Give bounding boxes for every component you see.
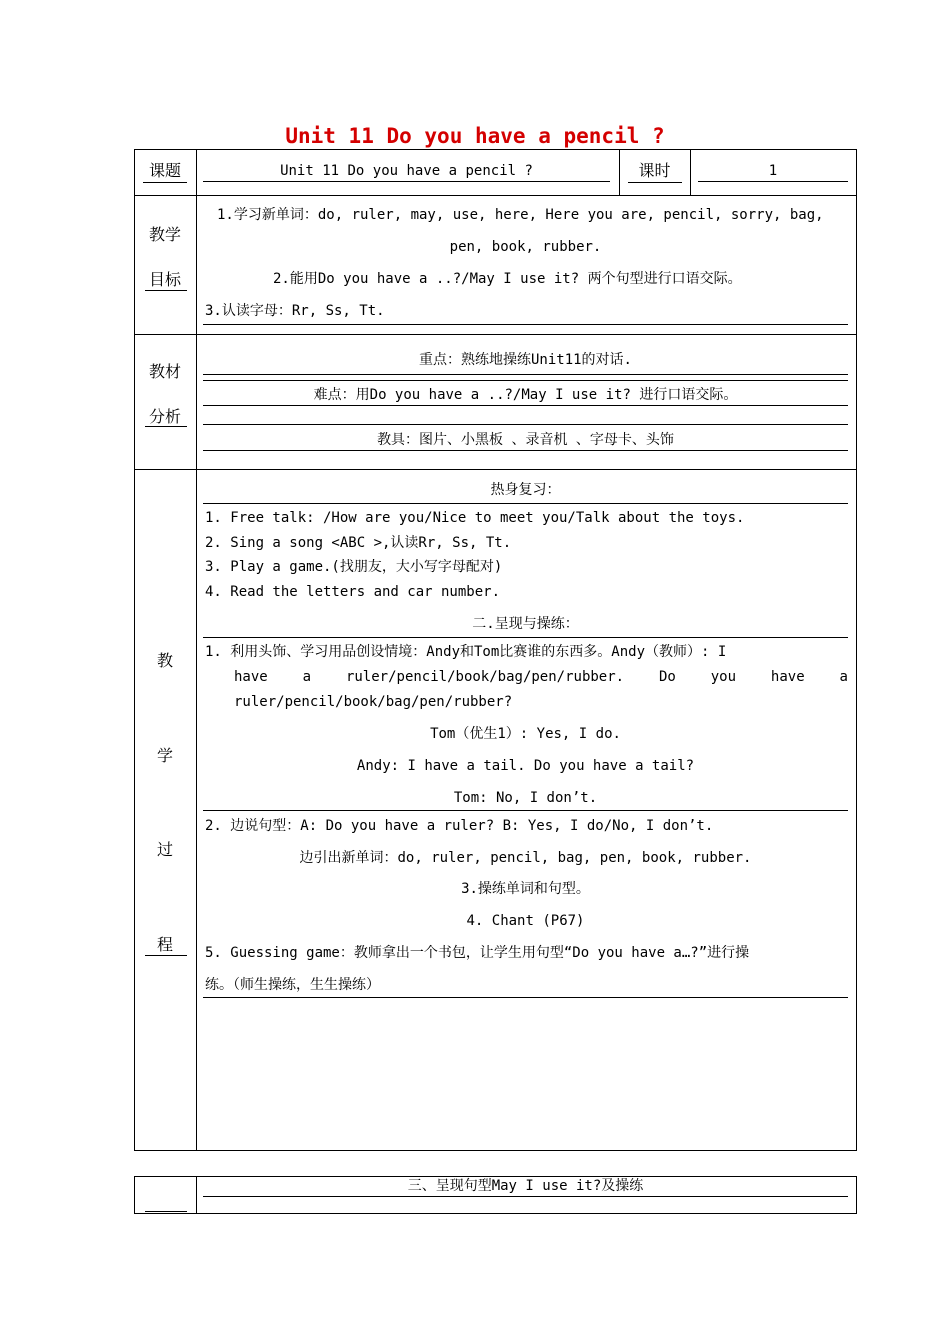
underline (203, 324, 848, 325)
underline (203, 424, 848, 425)
underline (203, 374, 848, 375)
process-label-char: 程 (156, 935, 173, 954)
underline (698, 181, 848, 182)
difficulty: 难点：用Do you have a ..?/May I use it? 进行口语交际。 (313, 387, 738, 403)
underline (145, 426, 187, 427)
underline (203, 637, 848, 638)
presentation-item-1-line3: ruler/pencil/book/bag/pen/rubber? (234, 694, 513, 710)
word: a (839, 669, 848, 685)
topic-label: 课题 (148, 161, 181, 180)
underline (203, 450, 848, 451)
objectives-label-line1: 教学 (148, 225, 181, 244)
hours-value: 1 (768, 163, 778, 179)
row-divider (134, 334, 857, 335)
process-label-char: 学 (156, 746, 173, 765)
row-divider (134, 469, 857, 470)
teaching-aids: 教具：图片、小黑板 、录音机 、字母卡、头饰 (377, 432, 674, 448)
objectives-label-line2: 目标 (148, 270, 181, 289)
warmup-item: 2. Sing a song <ABC >,认读Rr, Ss, Tt. (205, 535, 512, 551)
key-point: 重点：熟练地操练Unit11的对话. (418, 352, 632, 368)
label-column-divider (196, 1176, 197, 1214)
word: have (770, 669, 805, 685)
underline (203, 503, 848, 504)
label-column-divider (196, 149, 197, 1151)
analysis-label-line1: 教材 (148, 362, 181, 381)
presentation-item-3: 3.操练单词和句型。 (461, 881, 590, 897)
warmup-item: 3. Play a game.(找朋友，大小写字母配对) (205, 559, 503, 575)
underline (203, 380, 848, 381)
underline (203, 810, 848, 811)
objective-line-2: pen, book, rubber. (449, 239, 602, 255)
row-divider (134, 195, 857, 196)
presentation-item-1-line2 (234, 667, 848, 687)
process-label-char: 过 (156, 840, 173, 859)
underline (203, 1196, 848, 1197)
underline (203, 997, 848, 998)
word: ruler/pencil/book/bag/pen/rubber. (345, 669, 625, 685)
underline (628, 182, 682, 183)
presentation-item-2-sub: 边引出新单词：do, ruler, pencil, bag, pen, book, rubber. (299, 850, 752, 866)
warmup-item: 4. Read the letters and car number. (205, 584, 501, 600)
hours-label: 课时 (638, 161, 671, 180)
presentation-item-5-line2: 练。（师生操练，生生操练） (205, 977, 380, 993)
warmup-title: 热身复习： (490, 482, 561, 498)
underline (203, 181, 610, 182)
presentation-item-5-line1: 5. Guessing game：教师拿出一个书包，让学生用句型“Do you have a…?”进行操 (205, 945, 750, 961)
header-divider (690, 149, 691, 195)
dialog-line: Tom: No, I don’t. (453, 790, 598, 806)
dialog-line: Andy: I have a tail. Do you have a tail? (356, 758, 695, 774)
dialog-line: Tom（优生1）: Yes, I do. (430, 726, 621, 742)
warmup-item: 1. Free talk: /How are you/Nice to meet you/Talk about the toys. (205, 510, 745, 526)
objective-line-3: 2.能用Do you have a ..?/May I use it? 两个句型进行口语交际。 (273, 271, 742, 287)
word: have (234, 669, 268, 685)
presentation-item-4: 4. Chant (P67) (466, 913, 585, 929)
analysis-label-line2: 分析 (148, 407, 181, 426)
underline (143, 182, 187, 183)
word: Do (658, 669, 676, 685)
objective-line-4: 3.认读字母：Rr, Ss, Tt. (205, 303, 385, 319)
process-label-char: 教 (156, 651, 173, 670)
presentation-title: 二.呈现与操练： (472, 616, 579, 632)
underline (203, 405, 848, 406)
section-3-title: 三、呈现句型May I use it?及操练 (407, 1178, 644, 1194)
presentation-item-1-line1: 1. 利用头饰、学习用品创设情境：Andy和Tom比赛谁的东西多。Andy（教师）: I (205, 644, 727, 660)
document-title: Unit 11 Do you have a pencil ? (285, 124, 665, 148)
presentation-item-2: 2. 边说句型：A: Do you have a ruler? B: Yes, I do/No, I don’t. (205, 818, 714, 834)
underline (145, 1211, 187, 1212)
objective-line-1: 1.学习新单词：do, ruler, may, use, here, Here you are, pencil, sorry, bag, (217, 207, 824, 223)
word: you (710, 669, 737, 685)
topic-value: Unit 11 Do you have a pencil ? (280, 163, 533, 179)
word: a (302, 669, 312, 685)
underline (145, 290, 187, 291)
underline (145, 955, 187, 956)
